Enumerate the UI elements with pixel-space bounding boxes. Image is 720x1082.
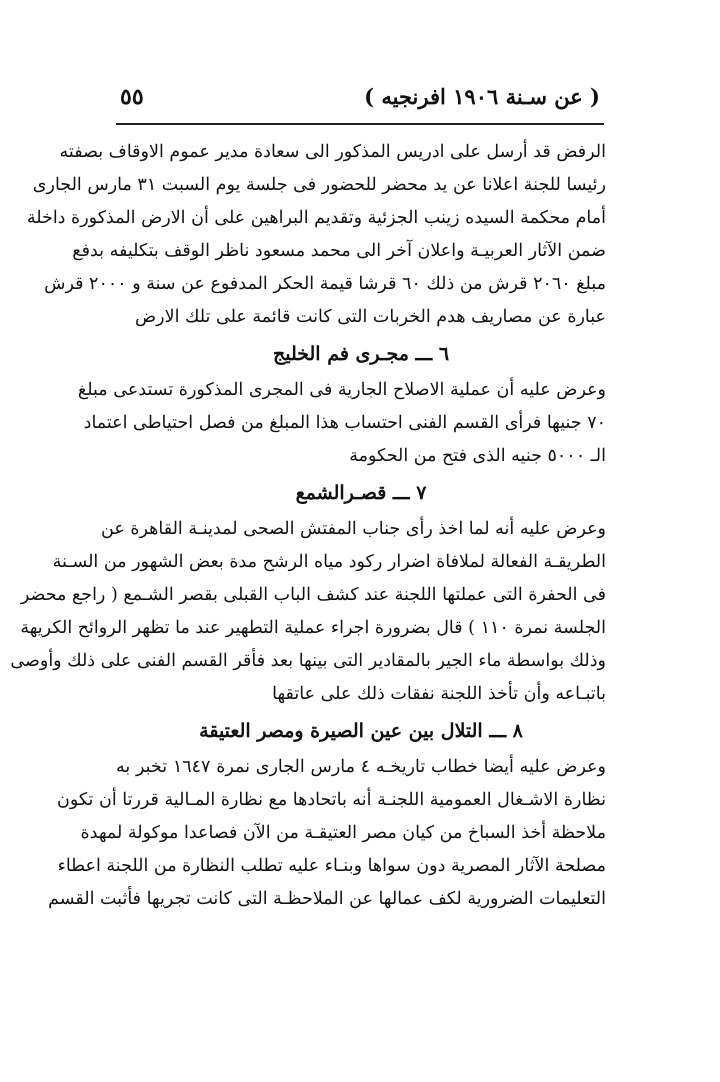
section-heading: ٧ ـــ قصـرالشمع — [295, 482, 427, 504]
text-line: ضمن الآثار العربيـة واعلان آخر الى محمد مسعود ناظر الوقف بتكليفه بدفع — [72, 241, 606, 261]
text-line: رئيسا للجنة اعلانا عن يد محضر للحضور فى جلسة يوم السبت ٣١ مارس الجارى — [32, 175, 606, 195]
text-line: وعرض عليه أن عملية الاصلاح الجارية فى المجرى المذكورة تستدعى مبلغ — [77, 380, 606, 400]
text-line: الـ ٥٠٠٠ جنيه الذى فتح من الحكومة — [349, 446, 606, 466]
running-title: ( عن سـنة ١٩٠٦ افرنجيه ) — [364, 84, 600, 109]
text-line: وعرض عليه أنه لما اخذ رأى جناب المفتش الصحى لمدينـة القاهرة عن — [101, 519, 606, 539]
page-number: ٥٥ — [120, 84, 144, 110]
text-line: ٧٠ جنيها فرأى القسم الفنى احتساب هذا المبلغ من فصل احتياطى اعتماد — [83, 413, 606, 433]
page-header — [120, 84, 600, 118]
text-line: وعرض عليه أيضا خطاب تاريخـه ٤ مارس الجارى نمرة ١٦٤٧ تخبر به — [116, 757, 607, 777]
text-line: فى الحفرة التى عملتها اللجنة عند كشف الباب القبلى بقصر الشـمع ( راجع محضر — [20, 585, 606, 605]
header-rule — [116, 123, 604, 125]
text-line: الجلسة نمرة ١١٠ ) قال بضرورة اجراء عملية التطهير عند ما تظهر الروائح الكريهة — [20, 618, 606, 638]
text-line: نظارة الاشـغال العمومية اللجنـة أنه باتحادها مع نظارة المـالية قررتا أن تكون — [56, 790, 606, 810]
text-line: التعليمات الضرورية لكف عمالها عن الملاحظـة التى كانت تجريها فأثبت القسم — [48, 889, 606, 909]
text-line: باتبـاعه وأن تأخذ اللجنة نفقات ذلك على عاتقها — [272, 684, 606, 704]
section-heading: ٦ ـــ مجـرى فم الخليج — [272, 343, 450, 365]
text-line: وذلك بواسطة ماء الجير بالمقادير التى بينها بعد فأقر القسم الفنى على ذلك وأوصى — [10, 651, 606, 671]
text-line: الطريقـة الفعالة لملافاة اضرار ركود مياه الرشح مدة بعض الشهور من السـنة — [52, 552, 606, 572]
text-line: أمام محكمة السيده زينب الجزئية وتقديم البراهين على أن الارض المذكورة داخلة — [26, 208, 606, 228]
text-line: مصلحة الآثار المصرية دون سواها وبنـاء عليه تطلب النظارة من اللجنة اعطاء — [57, 856, 606, 876]
section-heading: ٨ ـــ التلال بين عين الصيرة ومصر العتيقة — [199, 720, 523, 742]
text-line: الرفض قد أرسل على ادريس المذكور الى سعادة مدير عموم الاوقاف بصفته — [59, 142, 606, 162]
text-line: مبلغ ٢٠٦٠ قرش من ذلك ٦٠ قرشا قيمة الحكر المدفوع عن سنة و ٢٠٠٠ قرش — [44, 274, 606, 294]
text-line: ملاحظة أخذ السباخ من كيان مصر العتيقـة من الآن فصاعدا موكولة لمهدة — [80, 823, 606, 843]
body-text — [10, 136, 607, 916]
text-line: عبارة عن مصاريف هدم الخربات التى كانت قائمة على تلك الارض — [135, 307, 606, 327]
